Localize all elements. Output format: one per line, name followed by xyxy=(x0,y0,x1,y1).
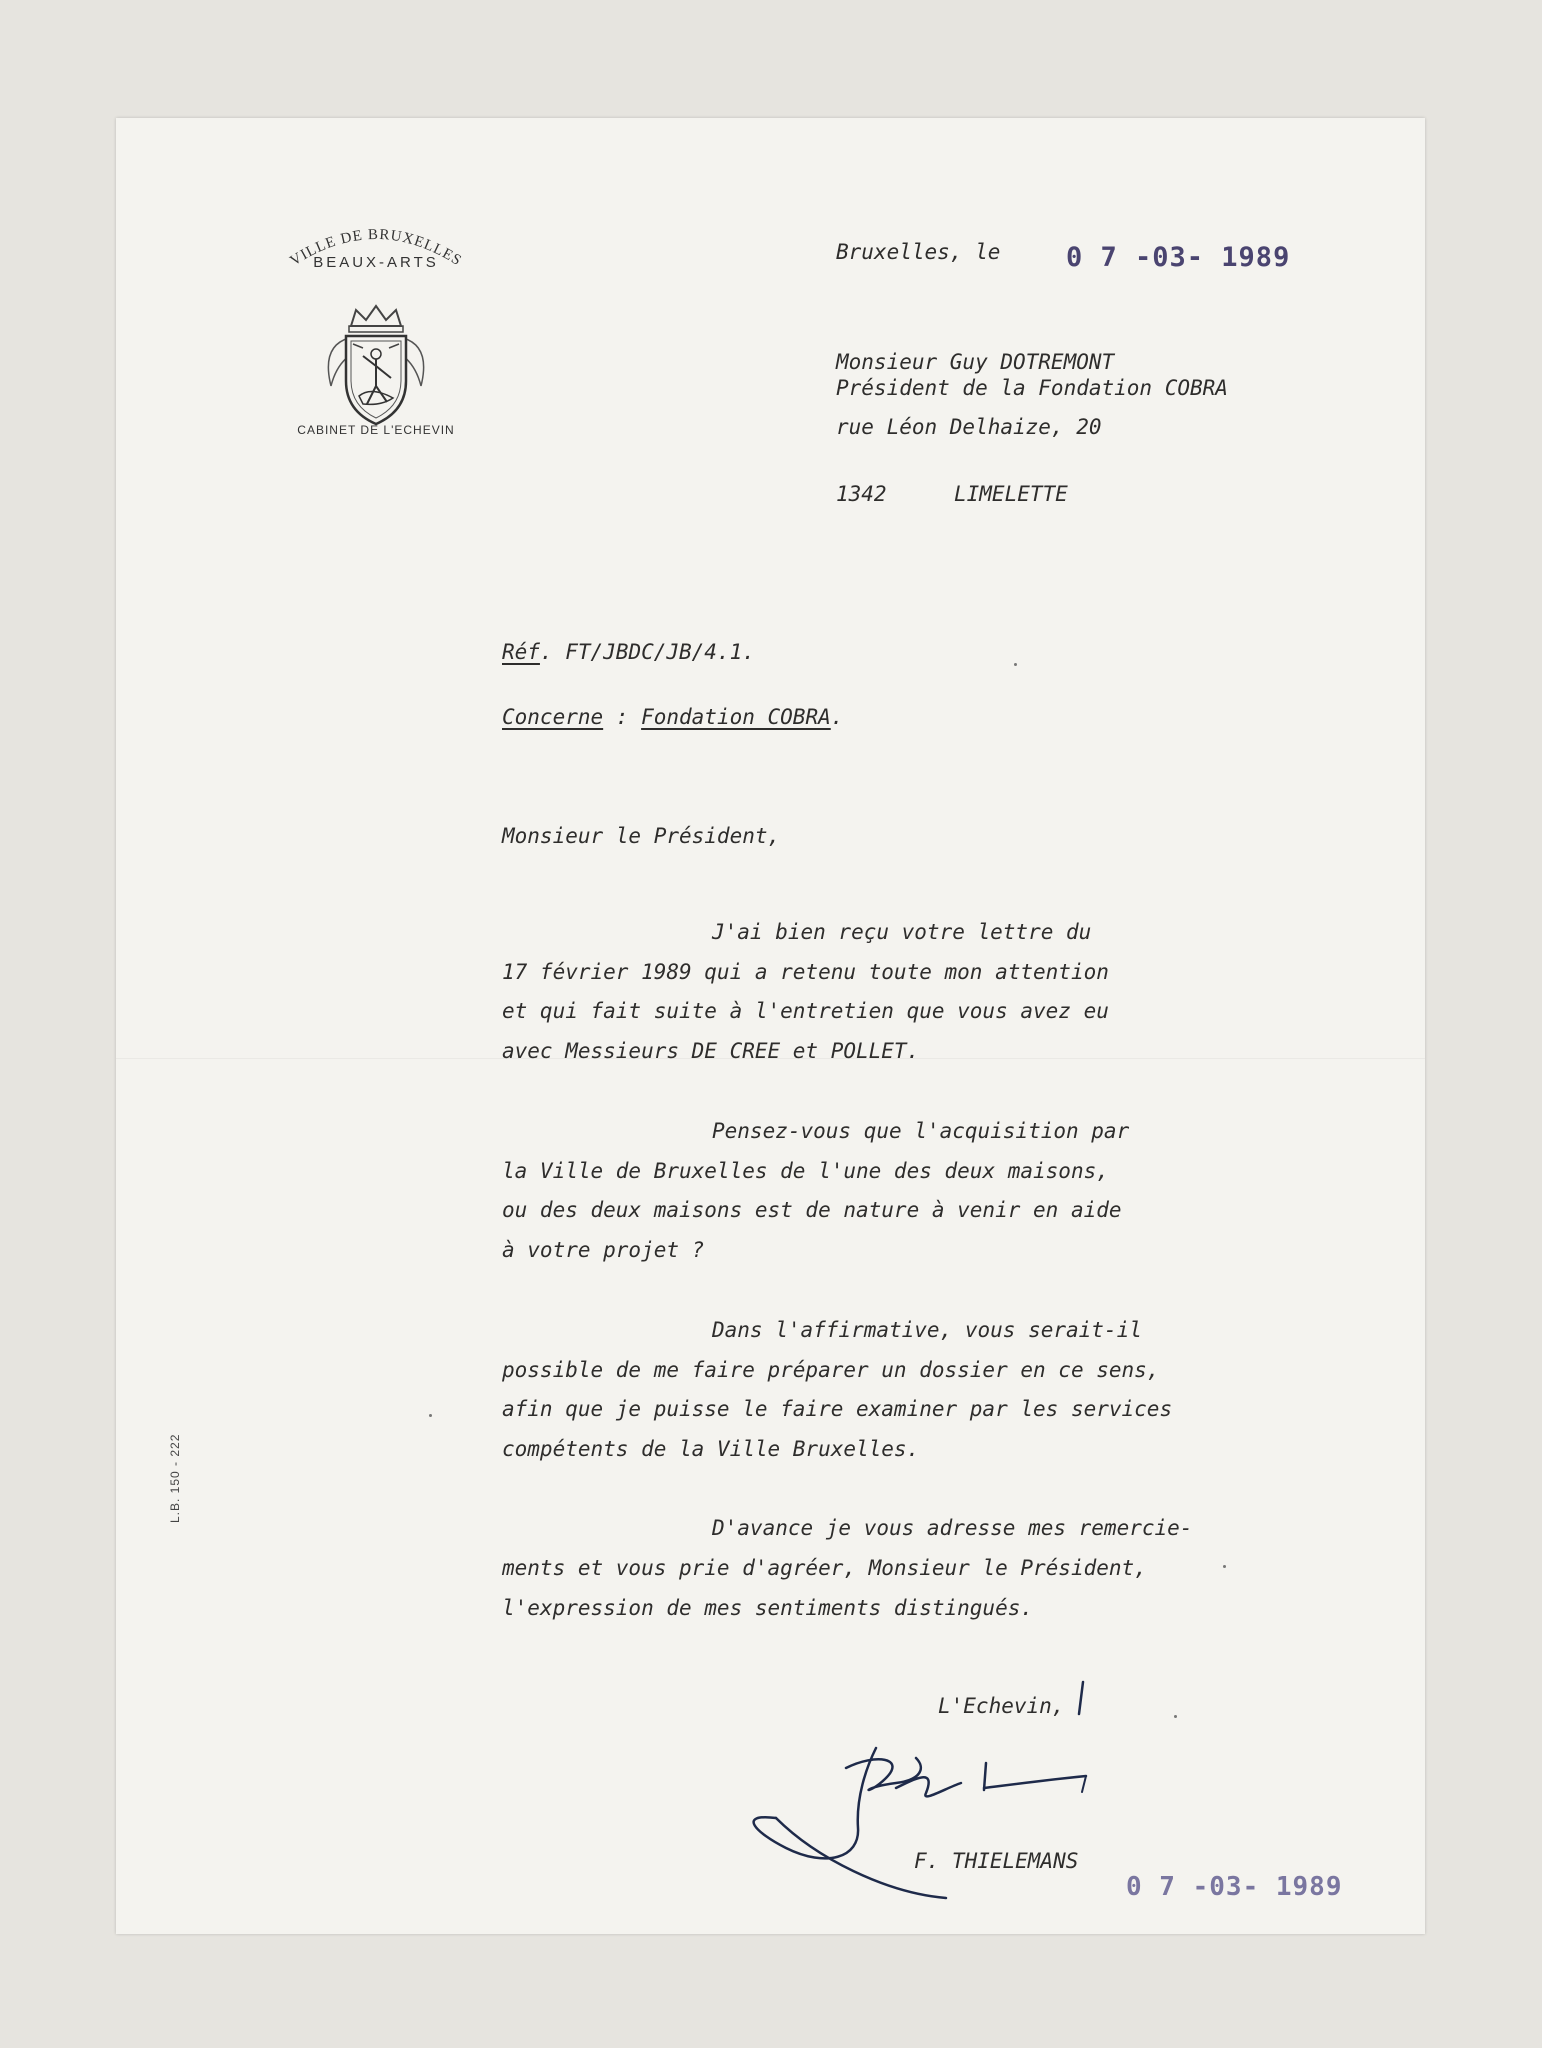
paragraph-line: avec Messieurs DE CREE et POLLET. xyxy=(502,1039,920,1063)
recipient-title: Président de la Fondation COBRA xyxy=(836,376,1228,400)
paragraph-line: J'ai bien reçu votre lettre du xyxy=(712,920,1092,944)
paragraph-line: D'avance je vous adresse mes remercie- xyxy=(712,1516,1193,1540)
paragraph-line: l'expression de mes sentiments distingués. xyxy=(502,1596,1034,1620)
paper-speck xyxy=(1014,663,1017,666)
reference-label: Réf xyxy=(502,640,540,664)
letterhead-city: VILLE DE BRUXELLES xyxy=(287,226,465,270)
letterhead-department: BEAUX-ARTS xyxy=(313,254,439,271)
form-reference-number: L.B. 150 - 222 xyxy=(168,1433,182,1523)
recipient-postal-code: 1342 xyxy=(836,482,887,506)
subject-separator: : xyxy=(603,705,642,729)
letter-sheet xyxy=(116,118,1425,1934)
paragraph-line: possible de me faire préparer un dossier en ce sens, xyxy=(502,1358,1160,1382)
handwritten-signature-icon xyxy=(746,1708,1166,1968)
date-stamp-bottom: 0 7 -03- 1989 xyxy=(1126,1872,1343,1902)
recipient-name: Monsieur Guy DOTREMONT xyxy=(836,350,1115,374)
letterhead-city-arc xyxy=(246,204,506,294)
paragraph-line: Dans l'affirmative, vous serait-il xyxy=(712,1318,1142,1342)
recipient-street: rue Léon Delhaize, 20 xyxy=(836,415,1102,439)
subject-line xyxy=(502,705,843,729)
brussels-coat-of-arms-icon xyxy=(301,286,451,436)
subject-end: . xyxy=(830,705,844,729)
place-label: Bruxelles, le xyxy=(836,240,1001,264)
recipient-town: LIMELETTE xyxy=(954,482,1068,506)
date-stamp-top: 0 7 -03- 1989 xyxy=(1066,242,1291,273)
subject-value: Fondation COBRA xyxy=(641,705,831,729)
subject-label: Concerne xyxy=(502,705,604,729)
paper-speck xyxy=(429,1414,432,1417)
paper-speck xyxy=(1223,1565,1226,1568)
paper-speck xyxy=(1174,1715,1177,1718)
paragraph-line: et qui fait suite à l'entretien que vous avez eu xyxy=(502,999,1109,1023)
paragraph-line: 17 février 1989 qui a retenu toute mon attention xyxy=(502,960,1109,984)
paragraph-line: Pensez-vous que l'acquisition par xyxy=(712,1119,1130,1143)
closing-role: L'Echevin, xyxy=(938,1694,1065,1718)
salutation: Monsieur le Président, xyxy=(502,824,781,848)
paragraph-line: à votre projet ? xyxy=(502,1238,705,1262)
paragraph-line: ou des deux maisons est de nature à venir en aide xyxy=(502,1198,1122,1222)
reference-line xyxy=(502,640,755,664)
reference-value: . FT/JBDC/JB/4.1. xyxy=(539,640,755,664)
letterhead-cabinet: CABINET DE L'ECHEVIN xyxy=(297,423,455,437)
paragraph-line: compétents de la Ville Bruxelles. xyxy=(502,1437,920,1461)
paragraph-line: afin que je puisse le faire examiner par les services xyxy=(502,1397,1173,1421)
paragraph-line: la Ville de Bruxelles de l'une des deux maisons, xyxy=(502,1159,1109,1183)
signatory-name: F. THIELEMANS xyxy=(914,1849,1079,1873)
paragraph-line: ments et vous prie d'agréer, Monsieur le Président, xyxy=(502,1556,1147,1580)
